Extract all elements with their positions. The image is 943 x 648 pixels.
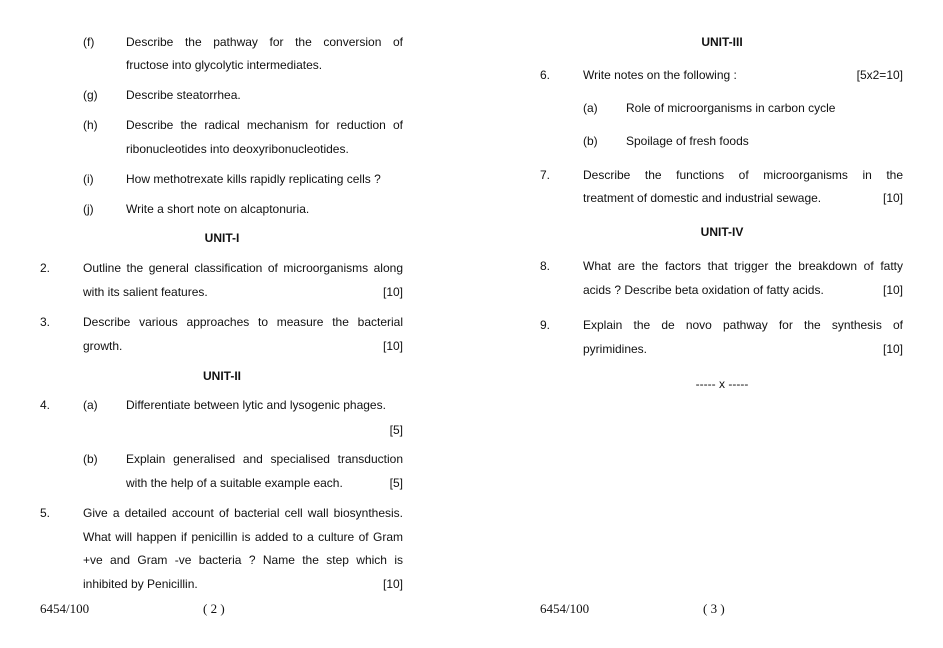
label-b: (b)	[583, 134, 598, 148]
label-i: (i)	[83, 172, 94, 186]
question-6b: Spoilage of fresh foods	[626, 134, 749, 148]
question-f-line1: Describe the pathway for the conversion of	[126, 35, 403, 49]
question-6-row	[583, 67, 903, 83]
question-3-line1: Describe various approaches to measure the bacterial	[83, 315, 403, 329]
question-5-line4: inhibited by Penicillin.	[83, 577, 198, 591]
question-number: 7.	[540, 168, 551, 182]
question-number: 6.	[540, 68, 551, 82]
question-h-line2: ribonucleotides into deoxyribonucleotides.	[126, 142, 349, 156]
marks: [5x2=10]	[856, 68, 903, 82]
question-8-line2: acids ? Describe beta oxidation of fatty acids.	[583, 283, 824, 297]
question-9-line1: Explain the de novo pathway for the synthesis of	[583, 318, 903, 332]
label-a: (a)	[83, 398, 98, 412]
question-f-line2: fructose into glycolytic intermediates.	[126, 58, 323, 72]
question-9-last-row	[583, 341, 903, 357]
marks: [10]	[382, 577, 403, 591]
question-j: Write a short note on alcaptonuria.	[126, 202, 310, 216]
question-9-line2: pyrimidines.	[583, 342, 648, 356]
question-5-line2: What will happen if penicillin is added to a culture of Gram	[83, 530, 403, 544]
page-number: ( 3 )	[703, 601, 725, 616]
question-2-last-row	[83, 284, 403, 300]
paper-code: 6454/100	[40, 601, 90, 616]
marks: [10]	[382, 285, 403, 299]
marks: [5]	[389, 476, 403, 490]
question-7-last-row	[583, 190, 903, 206]
question-4b-line1: Explain generalised and specialised transduction	[126, 452, 403, 466]
question-3-last-row	[83, 338, 403, 354]
question-4b-last-row	[126, 475, 403, 491]
end-marker: ----- x -----	[695, 377, 749, 391]
question-4b-line2: with the help of a suitable example each.	[126, 476, 343, 490]
question-4a: Differentiate between lytic and lysogenic phages.	[126, 398, 386, 412]
question-h-line1: Describe the radical mechanism for reduction of	[126, 118, 403, 132]
question-number: 9.	[540, 318, 551, 332]
unit-heading: UNIT-III	[701, 35, 743, 49]
question-2-line2: with its salient features.	[83, 285, 208, 299]
question-7-line1: Describe the functions of microorganisms in the	[583, 168, 903, 182]
question-number: 5.	[40, 506, 51, 520]
label-b: (b)	[83, 452, 98, 466]
question-number: 3.	[40, 315, 51, 329]
marks: [10]	[882, 191, 903, 205]
marks: [10]	[882, 342, 903, 356]
question-number: 8.	[540, 259, 551, 273]
question-5-last-row	[83, 576, 403, 592]
question-6a: Role of microorganisms in carbon cycle	[626, 101, 836, 115]
question-number: 2.	[40, 261, 51, 275]
label-h: (h)	[83, 118, 98, 132]
unit-heading: UNIT-IV	[700, 225, 744, 239]
question-8-last-row	[583, 282, 903, 298]
question-8-line1: What are the factors that trigger the breakdown of fatty	[583, 259, 903, 273]
question-i: How methotrexate kills rapidly replicating cells ?	[126, 172, 381, 186]
question-5-line3: +ve and Gram -ve bacteria ? Name the step which is	[83, 553, 403, 567]
unit-heading: UNIT-I	[204, 231, 240, 245]
label-j: (j)	[83, 202, 94, 216]
label-f: (f)	[83, 35, 95, 49]
label-g: (g)	[83, 88, 98, 102]
question-g: Describe steatorrhea.	[126, 88, 241, 102]
question-3-line2: growth.	[83, 339, 123, 353]
question-6: Write notes on the following :	[583, 68, 737, 82]
marks: [10]	[382, 339, 403, 353]
page-number: ( 2 )	[203, 601, 225, 616]
question-number: 4.	[40, 398, 51, 412]
marks: [10]	[882, 283, 903, 297]
question-2-line1: Outline the general classification of microorganisms along	[83, 261, 403, 275]
unit-heading: UNIT-II	[203, 369, 241, 383]
question-5-line1: Give a detailed account of bacterial cell wall biosynthesis.	[83, 506, 403, 520]
label-a: (a)	[583, 101, 598, 115]
paper-code: 6454/100	[540, 601, 590, 616]
question-7-line2: treatment of domestic and industrial sewage.	[583, 191, 822, 205]
marks: [5]	[389, 423, 403, 437]
